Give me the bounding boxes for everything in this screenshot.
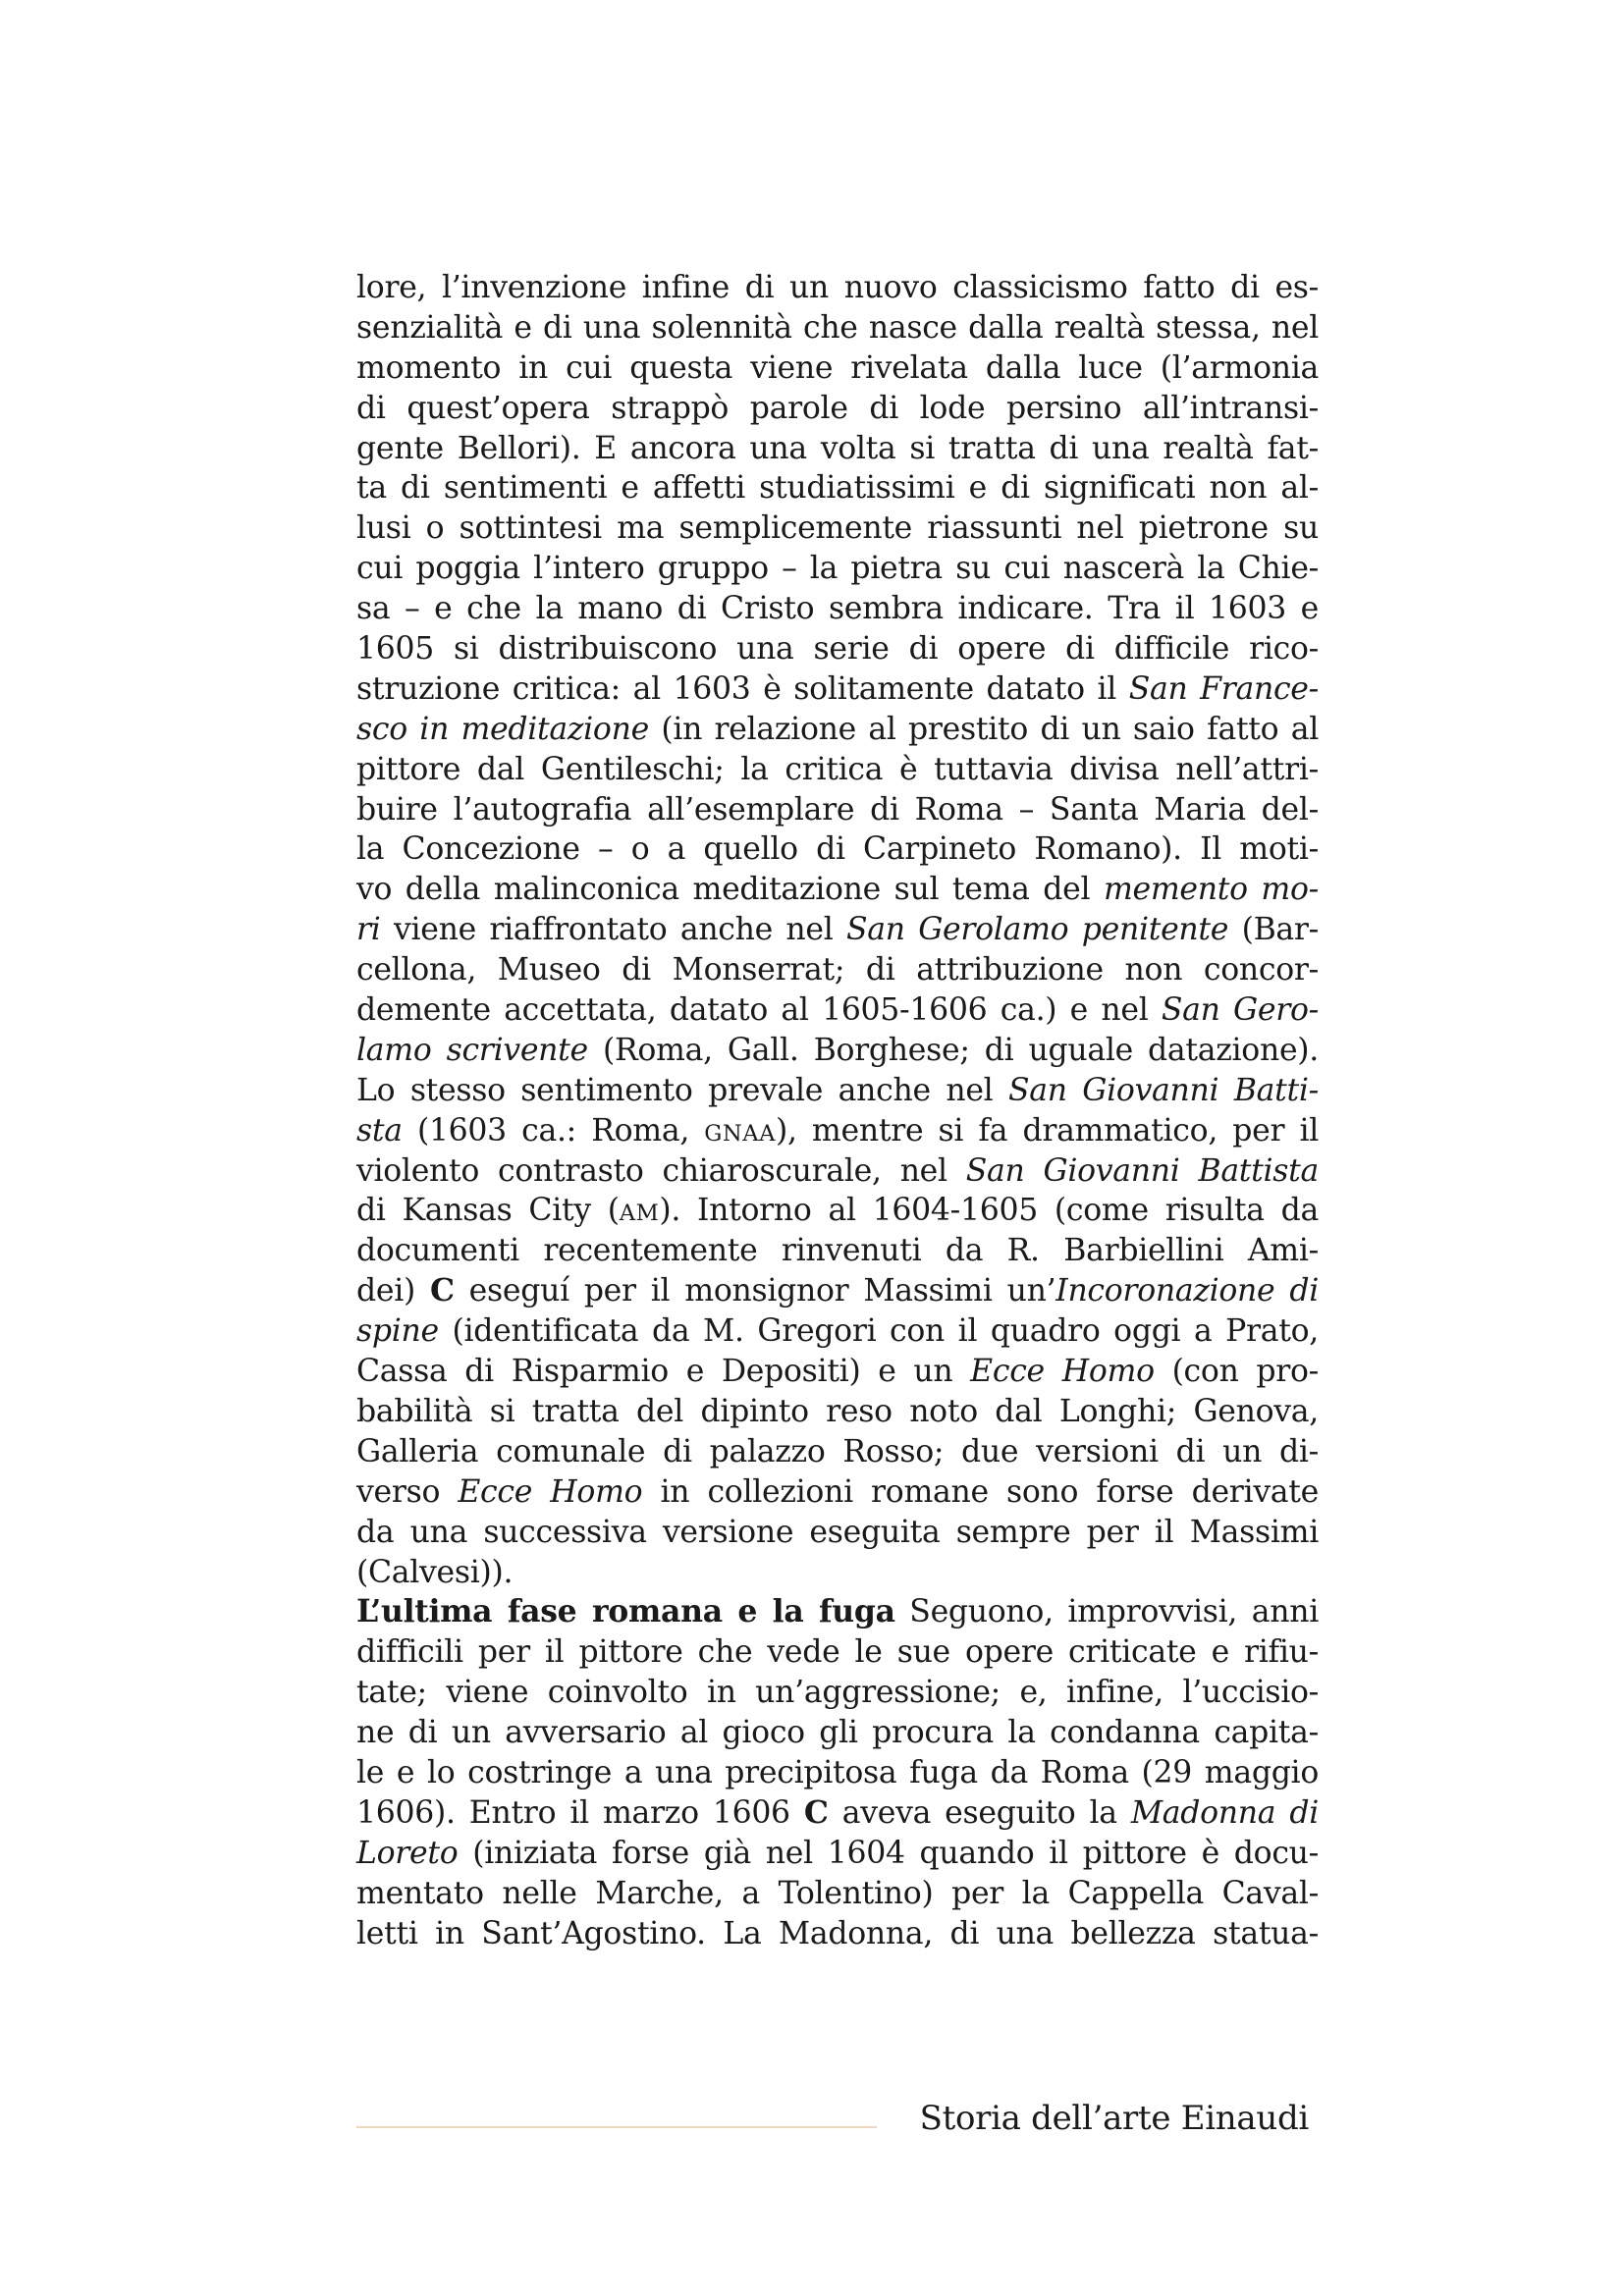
text-line — [356, 468, 1319, 508]
text-segment: San France- — [1128, 670, 1319, 707]
text-segment: gente Bellori). E ancora una volta si tratta di una realtà fat- — [356, 430, 1319, 466]
text-segment: San Giovanni Batti- — [1007, 1072, 1319, 1108]
text-segment: vo della malinconica meditazione sul tema del — [356, 872, 1104, 908]
text-segment: aveva eseguito la — [828, 1794, 1131, 1831]
text-segment: ne di un avversario al gioco gli procura la condanna capita- — [356, 1715, 1319, 1751]
body-text — [356, 268, 1319, 1953]
text-segment: tate; viene coinvolto in un’aggressione; e, infine, l’uccisio- — [356, 1675, 1319, 1711]
text-segment: (in relazione al prestito di un saio fatto al — [648, 711, 1320, 747]
text-line — [356, 1031, 1319, 1071]
text-segment: letti in Sant’Agostino. La Madonna, di una bellezza statua- — [356, 1915, 1319, 1951]
text-segment: cellona, Museo di Monserrat; di attribuzione non concor- — [356, 952, 1319, 988]
text-segment: 1606). Entro il marzo 1606 — [356, 1794, 804, 1831]
footer-publication-title: Storia dell’arte Einaudi — [919, 2099, 1309, 2138]
text-segment: spine — [356, 1313, 439, 1350]
text-line — [356, 1753, 1319, 1793]
text-segment: (Bar- — [1228, 912, 1319, 948]
text-line — [356, 1151, 1319, 1192]
text-segment: ). Intorno al 1604-1605 (come risulta da — [659, 1193, 1319, 1229]
text-segment: difficili per il pittore che vede le sue opere criticate e rifiu- — [356, 1634, 1319, 1671]
text-line — [356, 750, 1319, 790]
text-line — [356, 429, 1319, 469]
text-line — [356, 1553, 1319, 1593]
text-line — [356, 1311, 1319, 1352]
text-line — [356, 629, 1319, 669]
text-line — [356, 308, 1319, 348]
text-segment: Ecce Homo — [458, 1473, 643, 1510]
text-segment: Cassa di Risparmio e Depositi) e un — [356, 1354, 971, 1390]
text-segment: demente accettata, datato al 1605-1606 ca.) e nel — [356, 992, 1162, 1029]
text-line — [356, 389, 1319, 429]
text-line — [356, 790, 1319, 830]
text-segment: L’ultima fase romana e la fuga — [356, 1593, 895, 1630]
text-segment: pittore dal Gentileschi; la critica è tuttavia divisa nell’attri- — [356, 751, 1319, 787]
text-segment: C — [803, 1793, 829, 1831]
text-segment: violento contrasto chiaroscurale, nel — [356, 1152, 966, 1189]
text-segment: mentato nelle Marche, a Tolentino) per la Cappella Caval- — [356, 1875, 1319, 1911]
text-segment: AM — [619, 1201, 660, 1227]
text-segment: cui poggia l’intero gruppo – la pietra su cui nascerà la Chie- — [356, 551, 1319, 587]
text-segment: Madonna di — [1130, 1794, 1319, 1831]
text-line — [356, 1191, 1319, 1231]
text-segment: lusi o sottintesi ma semplicemente riassunti nel pietrone su — [356, 510, 1319, 547]
text-segment: la Concezione – o a quello di Carpineto Romano). Il moti- — [356, 831, 1319, 868]
text-segment: sco in meditazione — [356, 711, 649, 747]
text-segment: senzialità e di una solennità che nasce dalla realtà stessa, nel — [356, 309, 1319, 346]
text-segment: eseguí per il monsignor Massimi un’ — [454, 1273, 1056, 1309]
text-segment: struzione critica: al 1603 è solitamente datato il — [356, 670, 1129, 707]
text-segment: di Kansas City ( — [356, 1193, 620, 1229]
text-line — [356, 1432, 1319, 1472]
text-segment: documenti recentemente rinvenuti da R. Barbiellini Ami- — [356, 1233, 1319, 1269]
text-segment: (Roma, Gall. Borghese; di uguale datazione). — [587, 1032, 1319, 1068]
text-line — [356, 829, 1319, 870]
text-line — [356, 1713, 1319, 1753]
text-segment: ri — [356, 912, 381, 948]
text-segment: (iniziata forse già nel 1604 quando il pittore è docu- — [458, 1835, 1319, 1871]
text-segment: buire l’autografia all’esemplare di Roma – Santa Maria del- — [356, 791, 1319, 828]
text-segment: San Giovanni Battista — [965, 1152, 1319, 1189]
text-line — [356, 1673, 1319, 1713]
text-segment: ta di sentimenti e affetti studiatissimi e di significati non al- — [356, 470, 1319, 507]
text-segment: di quest’opera strappò parole di lode persino all’intransi- — [356, 390, 1319, 426]
text-line — [356, 549, 1319, 589]
text-segment: 1605 si distribuiscono una serie di opere di difficile rico- — [356, 631, 1319, 667]
text-line — [356, 710, 1319, 750]
text-segment: da una successiva versione eseguita sempre per il Massimi — [356, 1514, 1319, 1550]
text-line — [356, 1111, 1319, 1151]
text-line — [356, 1874, 1319, 1914]
text-line — [356, 1632, 1319, 1673]
text-segment: le e lo costringe a una precipitosa fuga da Roma (29 maggio — [356, 1754, 1319, 1790]
text-segment: Galleria comunale di palazzo Rosso; due versioni di un di- — [356, 1433, 1319, 1469]
text-line — [356, 1071, 1319, 1111]
text-line — [356, 1793, 1319, 1834]
text-segment: sa – e che la mano di Cristo sembra indicare. Tra il 1603 e — [356, 591, 1319, 627]
text-segment: (identificata da M. Gregori con il quadro oggi a Prato, — [438, 1313, 1319, 1350]
text-segment: lamo scrivente — [356, 1032, 588, 1068]
text-line — [356, 1271, 1319, 1311]
text-segment: momento in cui questa viene rivelata dalla luce (l’armonia — [356, 349, 1319, 386]
text-segment: sta — [356, 1112, 403, 1148]
text-line — [356, 1592, 1319, 1632]
text-line — [356, 268, 1319, 308]
text-line — [356, 348, 1319, 389]
text-line — [356, 1513, 1319, 1553]
text-segment: lore, l’invenzione infine di un nuovo classicismo fatto di es- — [356, 270, 1319, 305]
text-line — [356, 1914, 1319, 1954]
text-line — [356, 1392, 1319, 1432]
text-segment: babilità si tratta del dipinto reso noto dal Longhi; Genova, — [356, 1393, 1319, 1429]
text-segment: (con pro- — [1154, 1354, 1319, 1390]
text-segment: dei) — [356, 1273, 430, 1309]
text-line — [356, 1231, 1319, 1271]
text-line — [356, 669, 1319, 710]
text-line — [356, 508, 1319, 549]
text-segment: Seguono, improvvisi, anni — [894, 1594, 1319, 1630]
text-line — [356, 1352, 1319, 1392]
text-segment: Ecce Homo — [970, 1354, 1155, 1390]
text-segment: (Calvesi)). — [356, 1554, 514, 1590]
text-segment: viene riaffrontato anche nel — [380, 912, 846, 948]
text-line — [356, 950, 1319, 990]
text-line — [356, 910, 1319, 950]
text-line — [356, 1472, 1319, 1513]
text-segment: GNAA — [704, 1120, 776, 1147]
text-segment: C — [429, 1272, 455, 1309]
text-segment: Loreto — [356, 1835, 459, 1871]
text-segment: Lo stesso sentimento prevale anche nel — [356, 1072, 1008, 1108]
text-line — [356, 990, 1319, 1031]
text-segment: in collezioni romane sono forse derivate — [642, 1473, 1319, 1510]
text-line — [356, 870, 1319, 910]
text-segment: (1603 ca.: Roma, — [402, 1112, 705, 1148]
text-segment: San Gero- — [1161, 992, 1319, 1029]
text-segment: memento mo- — [1103, 872, 1319, 908]
text-line — [356, 1834, 1319, 1874]
text-line — [356, 589, 1319, 629]
footer-divider — [356, 2126, 877, 2128]
text-segment: ), mentre si fa drammatico, per il — [776, 1112, 1320, 1148]
text-segment: San Gerolamo penitente — [846, 912, 1229, 948]
text-segment: verso — [356, 1473, 459, 1510]
text-segment: Incoronazione di — [1055, 1273, 1319, 1309]
